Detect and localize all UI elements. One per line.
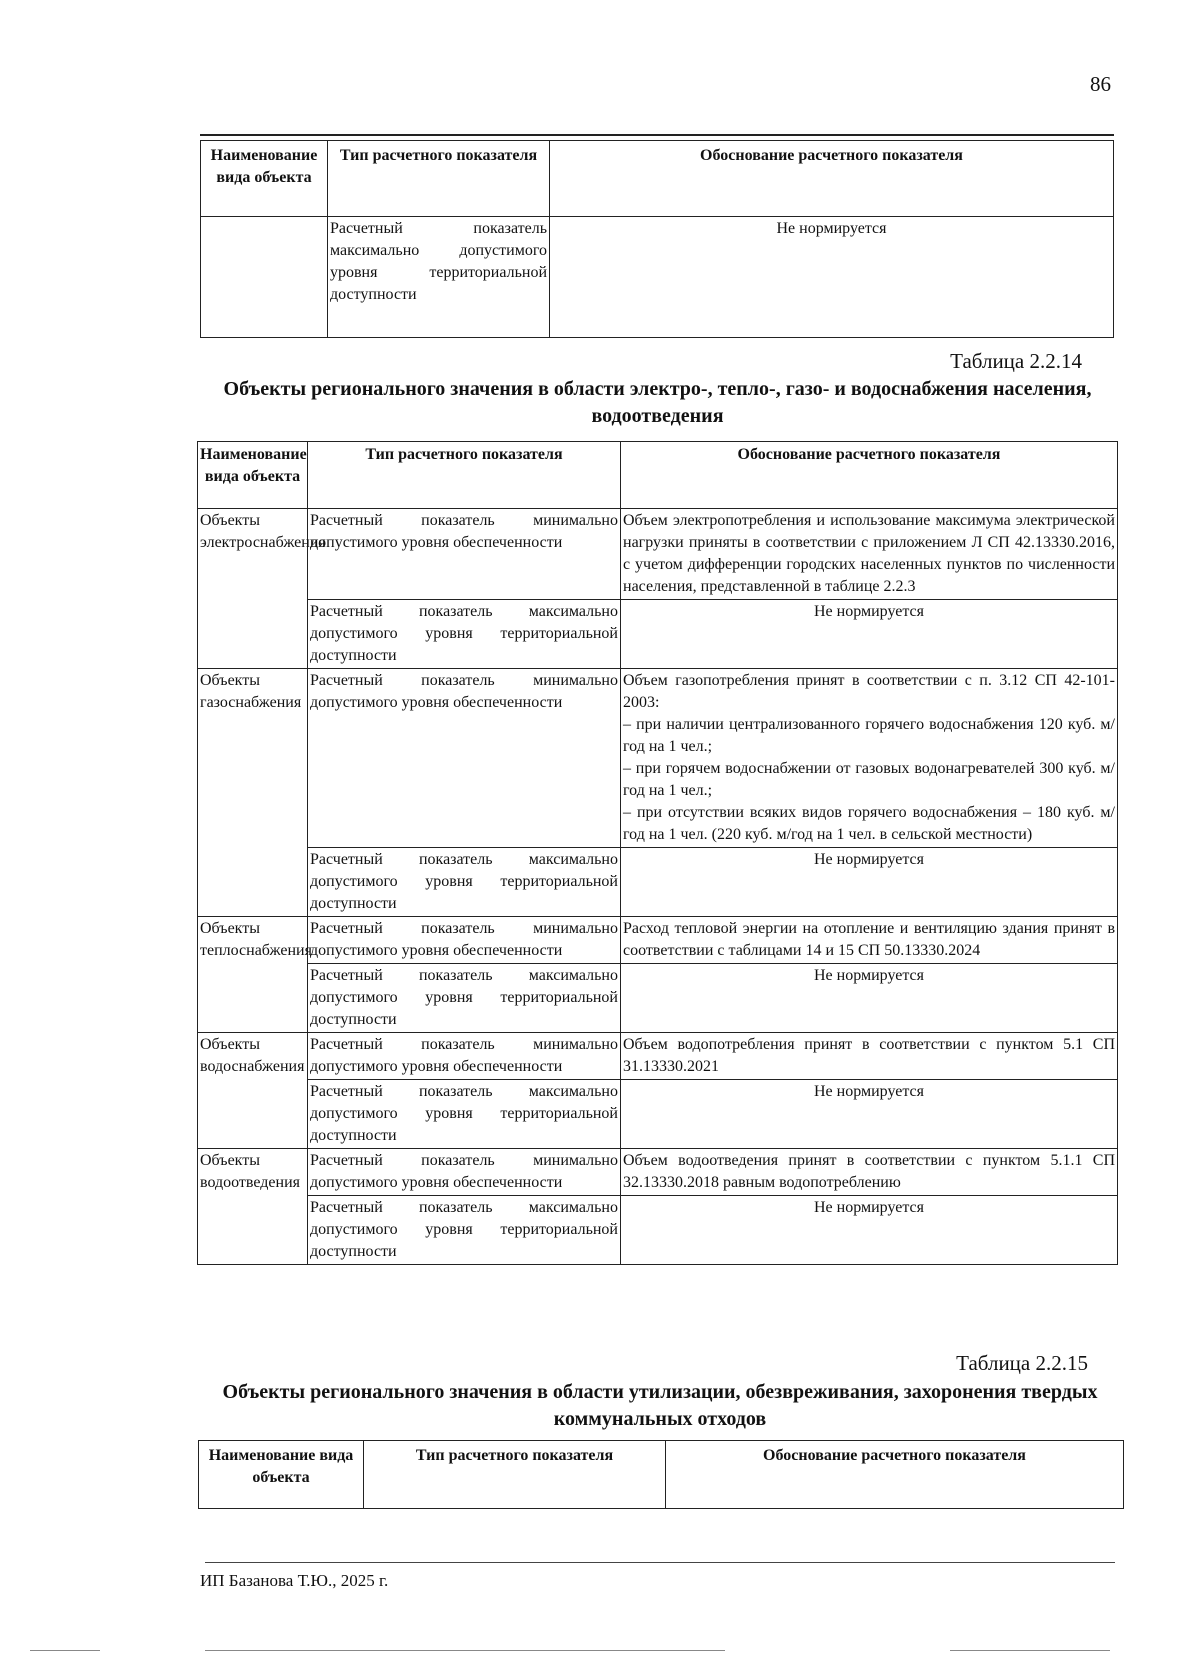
table-row xyxy=(198,669,1118,848)
table-2-2-14 xyxy=(197,441,1118,1265)
indicator-type-cell: Расчетный показатель максимально допустимого уровня территориальной доступности xyxy=(308,600,621,669)
table-row xyxy=(198,1196,1118,1265)
table-row xyxy=(198,964,1118,1033)
indicator-type-cell: Расчетный показатель максимально допустимого уровня территориальной доступности xyxy=(308,1196,621,1265)
footer-text: ИП Базанова Т.Ю., 2025 г. xyxy=(200,1571,389,1590)
basis-list-item: – при горячем водоснабжении от газовых водонагревателей 300 куб. м/год на 1 чел.; xyxy=(623,760,1115,799)
header-indicator-type: Тип расчетного показателя xyxy=(364,1441,666,1509)
indicator-basis-cell xyxy=(621,669,1118,848)
table-header-row xyxy=(198,442,1118,509)
header-object-name: Наименование вида объекта xyxy=(198,442,308,509)
header-indicator-basis: Обоснование расчетного показателя xyxy=(666,1441,1124,1509)
basis-list-item: – при наличии централизованного горячего водоснабжения 120 куб. м/год на 1 чел.; xyxy=(623,716,1115,755)
table-row xyxy=(198,1080,1118,1149)
indicator-basis-cell: Объем водопотребления принят в соответствии с пунктом 5.1 СП 31.13330.2021 xyxy=(621,1033,1118,1080)
indicator-basis-cell: Не нормируется xyxy=(621,1196,1118,1265)
indicator-basis-cell: Объем водоотведения принят в соответствии с пунктом 5.1.1 СП 32.13330.2018 равным водопотреблению xyxy=(621,1149,1118,1196)
header-indicator-type: Тип расчетного показателя xyxy=(308,442,621,509)
object-name-cell: Объекты теплоснабжения xyxy=(198,917,308,1033)
table-row xyxy=(198,848,1118,917)
table-row xyxy=(198,1033,1118,1080)
continuation-table xyxy=(200,140,1114,338)
indicator-basis-cell: Не нормируется xyxy=(621,964,1118,1033)
indicator-type-cell: Расчетный показатель максимально допустимого уровня территориальной доступности xyxy=(308,848,621,917)
indicator-basis-cell: Не нормируется xyxy=(550,217,1114,338)
indicator-type-cell: Расчетный показатель минимально допустимого уровня обеспеченности xyxy=(308,1033,621,1080)
table-row xyxy=(198,1149,1118,1196)
indicator-type-cell: Расчетный показатель минимально допустимого уровня обеспеченности xyxy=(308,509,621,600)
indicator-basis-cell: Не нормируется xyxy=(621,848,1118,917)
header-object-name: Наименование вида объекта xyxy=(201,141,328,217)
indicator-type-cell: Расчетный показатель максимально допустимого уровня территориальной доступности xyxy=(328,217,550,338)
table-label-2-2-14: Таблица 2.2.14 xyxy=(950,349,1082,373)
table-row xyxy=(198,509,1118,600)
indicator-basis-cell: Объем электропотребления и использование максимума электрической нагрузки приняты в соответствии с приложением Л СП 42.13330.2016, с учетом дифференции городских населенных пунктов по численности населения, представленной в таблице 2.2.3 xyxy=(621,509,1118,600)
basis-intro: Объем газопотребления принят в соответствии с п. 3.12 СП 42-101-2003: xyxy=(623,672,1115,711)
table-row xyxy=(201,217,1114,338)
header-object-name: Наименование вида объекта xyxy=(199,1441,364,1509)
header-indicator-basis: Обоснование расчетного показателя xyxy=(621,442,1118,509)
footer-rule xyxy=(205,1562,1115,1563)
object-name-cell: Объекты водоснабжения xyxy=(198,1033,308,1149)
table-title-2-2-14: Объекты регионального значения в области электро-, тепло-, газо- и водоснабжения населения, водоотведения xyxy=(223,378,1092,427)
page-number: 86 xyxy=(1090,72,1111,96)
object-name-cell: Объекты водоотведения xyxy=(198,1149,308,1265)
object-name-cell xyxy=(201,217,328,338)
indicator-type-cell: Расчетный показатель минимально допустимого уровня обеспеченности xyxy=(308,669,621,848)
header-indicator-type: Тип расчетного показателя xyxy=(328,141,550,217)
object-name-cell: Объекты газоснабжения xyxy=(198,669,308,917)
table-2-2-15 xyxy=(198,1440,1124,1509)
table-header-row xyxy=(199,1441,1124,1509)
top-rule xyxy=(200,134,1114,136)
scan-artifact-line xyxy=(30,1650,100,1651)
scan-artifact-line xyxy=(950,1650,1110,1651)
indicator-basis-cell: Не нормируется xyxy=(621,600,1118,669)
object-name-cell: Объекты электроснабжения xyxy=(198,509,308,669)
indicator-basis-cell: Расход тепловой энергии на отопление и вентиляцию здания принят в соответствии с таблицами 14 и 15 СП 50.13330.2024 xyxy=(621,917,1118,964)
scan-artifact-line xyxy=(205,1650,725,1651)
indicator-type-cell: Расчетный показатель максимально допустимого уровня территориальной доступности xyxy=(308,1080,621,1149)
basis-list-item: – при отсутствии всяких видов горячего водоснабжения – 180 куб. м/год на 1 чел. (220 куб. м/год на 1 чел. в сельской местности) xyxy=(623,804,1115,843)
table-label-2-2-15: Таблица 2.2.15 xyxy=(956,1351,1088,1375)
indicator-type-cell: Расчетный показатель минимально допустимого уровня обеспеченности xyxy=(308,917,621,964)
table-header-row xyxy=(201,141,1114,217)
indicator-type-cell: Расчетный показатель минимально допустимого уровня обеспеченности xyxy=(308,1149,621,1196)
table-row xyxy=(198,600,1118,669)
header-indicator-basis: Обоснование расчетного показателя xyxy=(550,141,1114,217)
table-row xyxy=(198,917,1118,964)
indicator-basis-cell: Не нормируется xyxy=(621,1080,1118,1149)
table-title-2-2-15: Объекты регионального значения в области утилизации, обезвреживания, захоронения твердых коммунальных отходов xyxy=(222,1381,1098,1430)
indicator-type-cell: Расчетный показатель максимально допустимого уровня территориальной доступности xyxy=(308,964,621,1033)
